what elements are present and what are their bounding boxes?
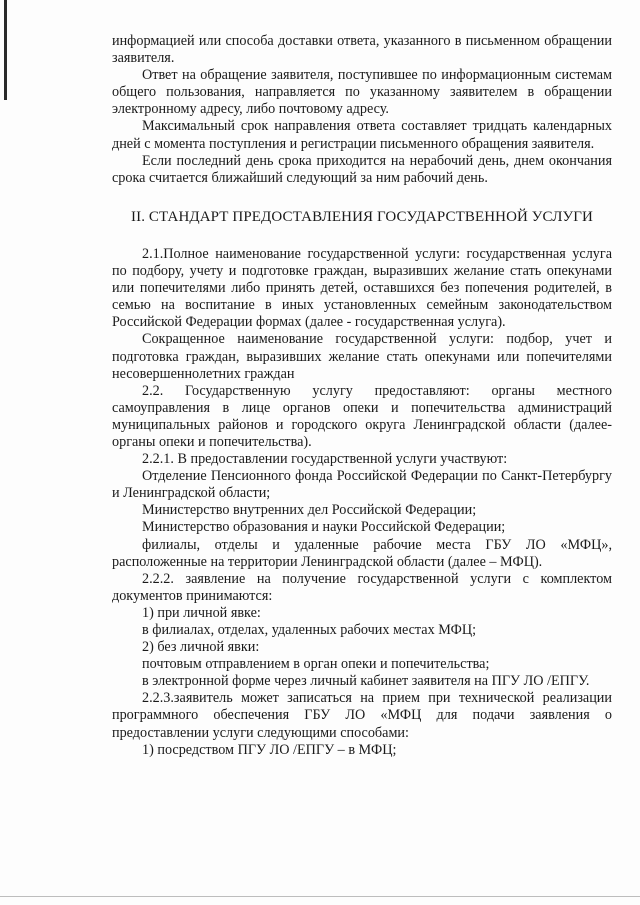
paragraph: 2.2.2. заявление на получение государственной услуги с комплектом документов принимаются:: [112, 570, 612, 604]
paragraph: Сокращенное наименование государственной услуги: подбор, учет и подготовка граждан, выразивших желание стать опекунами или попечителями несовершеннолетних граждан: [112, 331, 612, 382]
paragraph: 2.2.1. В предоставлении государственной услуги участвуют:: [142, 451, 508, 468]
list-item: 1) при личной явке:: [142, 604, 261, 621]
paragraph: Если последний день срока приходится на нерабочий день, днем окончания срока считается ближайший следующий за ним рабочий день.: [112, 152, 612, 186]
paragraph: Отделение Пенсионного фонда Российской Федерации по Санкт-Петербургу и Ленинградской области;: [112, 468, 612, 502]
paragraph: Министерство внутренних дел Российской Федерации;: [142, 502, 477, 519]
list-item: 2) без личной явки:: [142, 639, 260, 656]
list-item: почтовым отправлением в орган опеки и попечительства;: [142, 656, 490, 673]
paragraph: 2.2.3.заявитель может записаться на прием при технической реализации программного обеспечения ГБУ ЛО «МФЦ для подачи заявления о предоставлении услуги следующими способами:: [112, 690, 612, 741]
paragraph: Министерство образования и науки Российской Федерации;: [142, 519, 506, 536]
paragraph: Ответ на обращение заявителя, поступившее по информационным системам общего пользования, направляется по указанному заявителем в обращении электронному адресу, либо почтовому адресу.: [112, 67, 612, 118]
paragraph: филиалы, отделы и удаленные рабочие места ГБУ ЛО «МФЦ», расположенные на территории Ленинградской области (далее – МФЦ).: [112, 536, 612, 570]
list-item: в электронной форме через личный кабинет заявителя на ПГУ ЛО /ЕПГУ.: [142, 673, 590, 690]
section-heading: II. СТАНДАРТ ПРЕДОСТАВЛЕНИЯ ГОСУДАРСТВЕННОЙ УСЛУГИ: [131, 208, 593, 225]
paragraph: информацией или способа доставки ответа, указанного в письменном обращении заявителя.: [112, 33, 612, 67]
document-body: [112, 33, 612, 759]
paragraph: Максимальный срок направления ответа составляет тридцать календарных дней с момента поступления и регистрации письменного обращения заявителя.: [112, 118, 612, 152]
page-bottom-rule: [0, 896, 640, 897]
list-item: в филиалах, отделах, удаленных рабочих местах МФЦ;: [142, 622, 477, 638]
scan-margin-mark: [4, 0, 7, 100]
paragraph: 2.2. Государственную услугу предоставляют: органы местного самоуправления в лице органов опеки и попечительства администраций муниципальных районов и городского округа Ленинградской области (далее- органы опеки и попечительства).: [112, 382, 612, 450]
list-item: 1) посредством ПГУ ЛО /ЕПГУ – в МФЦ;: [142, 741, 397, 758]
paragraph: 2.1.Полное наименование государственной услуги: государственная услуга по подбору, учету и подготовке граждан, выразивших желание стать опекунами или попечителями либо принять детей, оставшихся без попечения родителей, в семью на воспитание в иных установленных семейным законодательством Российской Федерации формах (далее - государственная услуга).: [112, 245, 612, 331]
